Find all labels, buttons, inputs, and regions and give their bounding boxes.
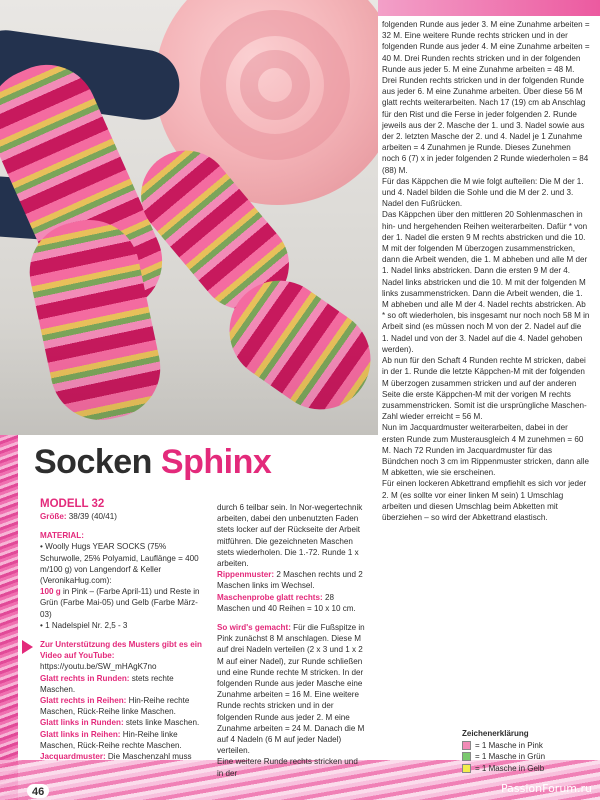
material-amount-bold: 100 g [40, 587, 61, 597]
glatt-links-runden-text: stets linke Maschen. [123, 718, 200, 728]
material-needles: • 1 Nadelspiel Nr. 2,5 - 3 [40, 620, 128, 630]
hero-photo [0, 0, 378, 435]
jacquard-continued: durch 6 teilbar sein. In Nor-wegertechnik arbeiten, dabei den unbenutzten Faden stets locker auf der Rückseite der Arbeit mitführen. Die gezeichneten Maschen stets wiederholen. Die 1.-72. Runde 1 x arbeiten. [217, 503, 363, 569]
glatt-rechts-runden-text: stets rechte Maschen. [40, 673, 174, 694]
rippenmuster [217, 569, 365, 591]
video-hint [40, 639, 208, 673]
column-2 [217, 502, 365, 779]
legend-item-gruen [462, 751, 545, 763]
glatt-links-runden [40, 717, 208, 728]
glatt-rechts-runden-label: Glatt rechts in Runden: [40, 673, 130, 683]
legend-item-pink [462, 740, 545, 752]
material-amount [40, 586, 208, 620]
swatch-gelb [462, 764, 471, 773]
legend-text-pink: = 1 Masche in Pink [475, 740, 543, 750]
swatch-gruen [462, 752, 471, 761]
legend-item-gelb [462, 763, 545, 775]
model-number: MODELL 32 [40, 498, 105, 510]
anleitung-text: Für die Fußspitze in Pink zunächst 8 M anschlagen. Diese M auf drei Nadeln verteilen (2 x 3 und 1 x 2 M auf einer Nadel), zur Runde schließen und eine Runde rechte M stricken. In der folgenden Runde aus jeder Masche eine Zunahme arbeiten = 16 M. Eine weitere Runde rechts stricken und in der folgenden Runde aus jeder 2. M eine Zunahme arbeiten = 24 M. Danach die M auf 4 Nadeln (6 M auf jeder Nadel) verteilen. [217, 623, 365, 756]
material-amount-text: in Pink – (Farbe April-11) und Reste in Grün (Farbe Mai-05) und Gelb (Farbe März-03) [40, 587, 200, 619]
col3-para-4: Ab nun für den Schaft 4 Runden rechte M stricken, dabei in der 1. Runde die letzte Käppchen-M mit der folgenden M überzogen zusammen stricken und auf der anderen Seite die erste Käppchen-M mit der vorigen M rechts zusammenstricken. Somit ist die ursprüngliche Maschen-Zahl wieder erreicht = 56 M. [382, 356, 587, 422]
glatt-links-reihen-text: Hin-Reihe linke Maschen, Rück-Reihe rechte Maschen. [40, 729, 182, 750]
col3-para-6: Für einen lockeren Abkettrand empfiehlt es sich vor jeder 2. M (es sollte vor einer linken M sein) 1 Umschlag arbeiten und diesen Umschlag beim Abketten mit überziehen – so wird der Abkettrand elastisch. [382, 479, 587, 522]
col3-para-3: Das Käppchen über den mittleren 20 Sohlenmaschen in hin- und hergehenden Reihen weiterarbeiten. Dafür * von der 1. Nadel die ersten 9 M rechts abstricken und die 10. M mit der folgenden M überzogen zusammenstricken, dann die Arbeit wenden, die 1. M abheben und alle M der 1. Nadel links abstricken. Dann die ersten 9 M der 4. Nadel links abstricken und die 10. M mit der folgenden M links zusammenstricken. Dann die Arbeit wenden, die 1. M abheben und alle M der 4. Nadel rechts abstricken. Ab * so oft wiederholen, bis insgesamt nur noch noch 58 M in Arbeit sind (es müssen noch M von der 2. Nadel auf die 1. Nadel und von der 3. Nadel auf die 4. Nadel gehoben werden). [382, 210, 590, 354]
size-label: Größe: [40, 512, 67, 521]
maschenprobe-label: Maschenprobe glatt rechts: [217, 592, 323, 602]
title-bold: Sphinx [160, 443, 272, 481]
col3-para-5: Nun im Jacquardmuster weiterarbeiten, dabei in der ersten Runde zum Musterausgleich 4 M zunehmen = 60 M. Nach 72 Runden im Jacquardmuster für das Bündchen noch 3 cm im Rippenmuster stricken, dann alle M abketten, wie sie erscheinen. [382, 423, 589, 478]
material-heading: MATERIAL: [40, 531, 84, 541]
swatch-pink [462, 741, 471, 750]
column-1 [40, 497, 208, 762]
symbol-legend [462, 728, 545, 774]
jacquard-line [40, 751, 208, 762]
jacquard-label: Jacquardmuster: [40, 752, 106, 762]
rippenmuster-text: 2 Maschen rechts und 2 Maschen links im Wechsel. [217, 570, 363, 591]
photo-shadow [0, 315, 378, 435]
anleitung-label: So wird's gemacht: [217, 623, 291, 633]
maschenprobe-text: 28 Maschen und 40 Reihen = 10 x 10 cm. [217, 592, 356, 613]
watermark: PassionForum.ru [501, 782, 592, 795]
glatt-links-reihen [40, 729, 208, 751]
glatt-rechts-runden [40, 673, 208, 695]
col3-para-1: folgenden Runde aus jeder 3. M eine Zunahme arbeiten = 32 M. Eine weitere Runde rechts stricken und in der folgenden Runde aus jeder 4. M eine Zunahme arbeiten = 40 M. Drei Runden rechts stricken und in der folgenden Runde aus jeder 5. M eine Zunahme arbeiten = 48 M. Drei Runden rechts stricken und in der folgenden Runde aus jeder 6. M eine Zunahme arbeiten. Über diese 56 M glatt rechts weiterarbeiten. Nach 17 (19) cm ab Anschlag für den Rist und die Ferse in jeder folgenden 2. Runde jeweils aus der 2. Masche der 1. und 3. Nadel sowie aus der 2. letzten Masche der 2. und 4. Nadel je 1 Zunahme arbeiten = 4 Zunahmen je Runde. Dieses Zunehmen noch 6 (7) x in jeder folgenden 2 Runde wiederholen = 84 (88) M. [382, 20, 590, 175]
material-yarn: • Woolly Hugs YEAR SOCKS (75% Schurwolle, 25% Polyamid, Lauflänge = 400 m/100 g) von Langendorf & Keller (VeronikaHug.com): [40, 542, 199, 586]
glatt-links-reihen-label: Glatt links in Reihen: [40, 729, 121, 739]
col3-para-2: Für das Käppchen die M wie folgt aufteilen: Die M der 1. und 4. Nadel bilden die Sohle und die M der 2. und 3. Nadel den Fußrücken. [382, 176, 584, 209]
top-accent-strip [378, 0, 600, 16]
glatt-rechts-reihen-label: Glatt rechts in Reihen: [40, 696, 127, 706]
page-title [34, 443, 271, 482]
anleitung-last-line: Eine weitere Runde rechts stricken und in der [217, 757, 358, 778]
page-number: 46 [32, 786, 45, 798]
glatt-rechts-reihen-text: Hin-Reihe rechte Maschen, Rück-Reihe linke Maschen. [40, 696, 190, 717]
video-heading: Zur Unterstützung des Musters gibt es ein Video auf YouTube: [40, 640, 202, 661]
legend-text-gruen: = 1 Masche in Grün [475, 752, 546, 761]
yarn-texture-left [0, 435, 18, 800]
column-3 [382, 19, 590, 523]
maschenprobe [217, 592, 365, 614]
size-value: 38/39 (40/41) [68, 512, 117, 521]
pillow-knot-center [240, 50, 310, 120]
anleitung [217, 622, 365, 756]
rippenmuster-label: Rippenmuster: [217, 570, 275, 580]
size-line [40, 511, 208, 522]
jacquard-text: Die Maschenzahl muss [105, 752, 192, 762]
legend-text-gelb: = 1 Masche in Gelb [475, 763, 545, 773]
title-light: Socken [34, 443, 152, 481]
glatt-rechts-reihen [40, 695, 208, 717]
video-link[interactable]: https://youtu.be/SW_mHAgK7no [40, 662, 157, 672]
glatt-links-runden-label: Glatt links in Runden: [40, 718, 124, 728]
play-icon [22, 640, 33, 654]
legend-heading: Zeichenerklärung [462, 729, 529, 738]
